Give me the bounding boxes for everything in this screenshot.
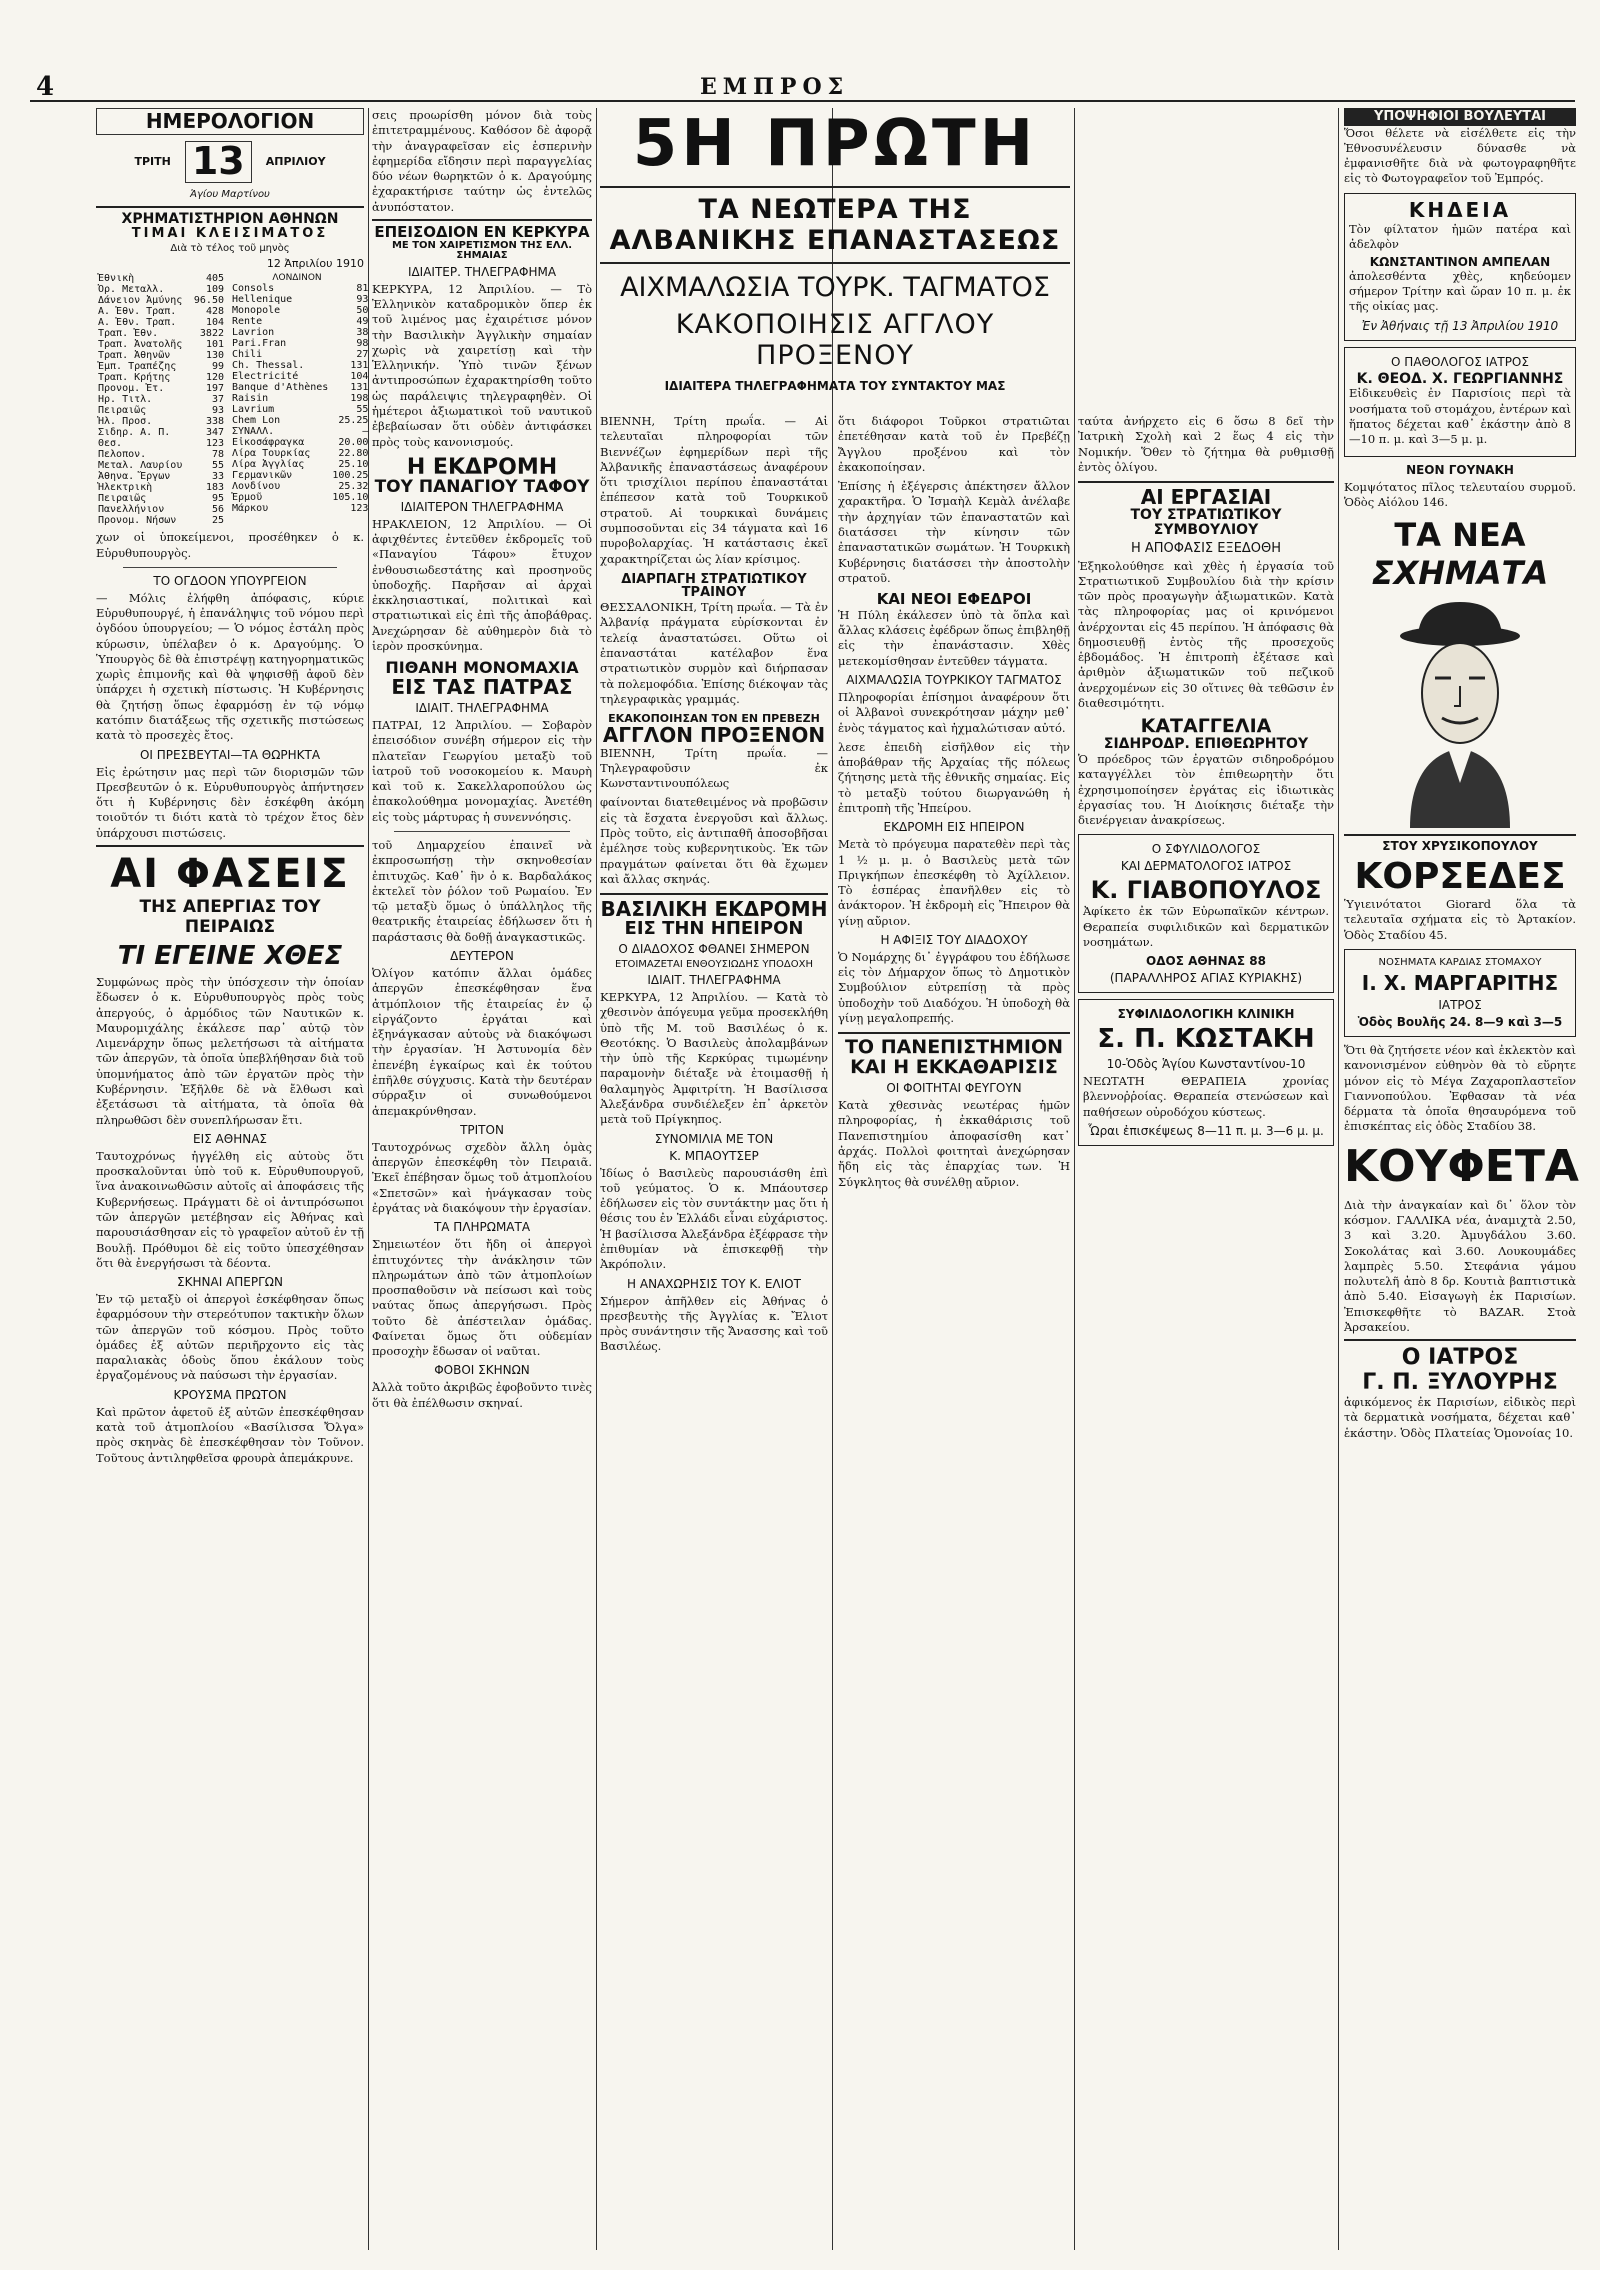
rate-row xyxy=(230,503,370,514)
rate-value: 38 xyxy=(356,327,369,339)
advert-margaritis xyxy=(1344,949,1576,1037)
rate-row xyxy=(230,481,370,492)
headline-tafos-2: ΤΟΥ ΠΑΝΑΓΙΟΥ ΤΑΦΟΥ xyxy=(374,476,590,497)
telegram-label: ΙΔΙΑΙΤΕΡΑ ΤΗΛΕΓΡΑΦΗΜΑΤΑ ΤΟΥ ΣΥΝΤΑΚΤΟΥ ΜΑΣ xyxy=(664,379,1006,393)
rate-row xyxy=(96,416,226,427)
article-text: Ὀλίγον κατόπιν ἄλλαι ὁμάδες ἀπεργῶν ἐπεσκέφθησαν ἕνα ἀτμόπλοιον τῆς ἑταιρείας ἐν ᾧ εἰργάζοντο ἐργάται καὶ ἐξηνάγκασαν αὐτοὺς νὰ διακόψωσι τὴν ἐργασίαν. Ἡ Ἀστυνομία δὲν ἐπενέβη ἐγκαίρως καὶ ἐκ τούτου ἐπῆλθε σύγχυσις. Κατὰ τὴν δευτέραν σύρραξιν οἱ συνωθούμενοι ἀπεμακρύνθησαν. xyxy=(372,966,592,1118)
section-heading: ΦΟΒΟΙ ΣΚΗΝΩΝ xyxy=(434,1363,530,1378)
rate-row xyxy=(96,284,226,295)
rate-name: Εἰκοσάφραγκα xyxy=(232,437,305,449)
column-rule xyxy=(1338,108,1339,2250)
ad-text: Διὰ τὴν ἀναγκαίαν καὶ δι᾽ ὅλον τὸν κόσμον. ΓΑΛΛΙΚΑ νέα, ἀναμιχτὰ 2.50, 3 καὶ 3.20. Ἀμυγδάλου 3.60. Σοκολάτας καὶ 3.60. Λουκουμάδες λαμπρὲς 5.50. Στεφάνια γάμου πολυτελῆ ἀπὸ 8 δρ. Κουτιὰ βαπτιστικὰ ἀπὸ 5.40. Εἰσαγωγὴ ἐκ Παρισίων. Ἐπισκεφθῆτε τὸ BAZAR. Στοὰ Ἀρσακείου. xyxy=(1344,1197,1576,1334)
market-date: 12 Ἀπριλίου 1910 xyxy=(266,257,364,271)
rate-row xyxy=(230,404,370,415)
rate-name: Λίρα Τουρκίας xyxy=(232,448,311,460)
advert-georgiannis xyxy=(1344,347,1576,457)
rate-row xyxy=(96,405,226,416)
rate-value: 98 xyxy=(356,338,369,350)
advert-giavopoulos xyxy=(1078,834,1334,993)
divider xyxy=(394,831,570,832)
ad-name: Κ. ΓΙΑΒΟΠΟΥΛΟΣ xyxy=(1090,876,1322,905)
rate-value: 99 xyxy=(211,361,224,373)
ad-new-styles-2: ΣΧΗΜΑΤΑ xyxy=(1371,554,1549,593)
subheading: ΕΤΟΙΜΑΖΕΤΑΙ ΕΝΘΟΥΣΙΩΔΗΣ ΥΠΟΔΟΧΗ xyxy=(615,959,813,971)
rate-value: 96.50 xyxy=(193,295,224,307)
rate-value: 105.10 xyxy=(332,492,369,504)
month: ΑΠΡΙΛΙΟΥ xyxy=(265,155,326,169)
rate-name: Πειραιῶς xyxy=(98,405,147,417)
rate-row xyxy=(230,448,370,459)
rate-row xyxy=(96,471,226,482)
rate-name: Α. Ἐθν. Τραπ. xyxy=(98,306,177,318)
telegram-label: ΙΔΙΑΙΤΕΡ. ΤΗΛΕΓΡΑΦΗΜΑ xyxy=(407,264,557,279)
rate-value: 81 xyxy=(356,283,369,295)
rate-value: 50 xyxy=(356,305,369,317)
page-number: 4 xyxy=(36,72,55,102)
paper-title: ΕΜΠΡΟΣ xyxy=(700,74,850,100)
rate-name: Ἠλ. Προσ. xyxy=(98,416,153,428)
rate-name: Pari.Fran xyxy=(232,338,287,350)
section-heading: ΔΕΥΤΕΡΟΝ xyxy=(450,949,514,964)
article-text: ΠΑΤΡΑΙ, 12 Ἀπριλίου. — Σοβαρὸν ἐπεισόδιον συνέβη σήμερον εἰς τὴν πλατεῖαν Γεωργίου μεταξὺ τοῦ ἰατροῦ τοῦ νοσοκομείου κ. Μαυρὴ καὶ τοῦ κ. Σακελλαροπούλου ὡς ἐπακολούθημα μονομαχίας. Ἀνετέθη εἰς τοὺς μάρτυρας ἡ συνεννόησις. xyxy=(372,718,592,824)
article-text: ὅτι διάφοροι Τοῦρκοι στρατιῶται ἐπετέθησαν κατὰ τοῦ ἐν Πρεβέζῃ Ἄγγλου προξένου καὶ τὸν ἐκακοποίησαν. xyxy=(838,414,1070,474)
article-text: Ὁ πρόεδρος τῶν ἐργατῶν σιδηροδρόμου καταγγέλλει τὸν ἐπιθεωρητὴν ὅτι ἐχρησιμοποίησεν ἐργάτας εἰς ἰδιωτικὰς ἐργασίας του. Ἡ Διοίκησις διέταξε τὴν διενέργειαν ἀνακρίσεως. xyxy=(1078,751,1334,828)
rate-name: Ἑρμοῦ xyxy=(232,492,263,504)
rate-value: 25 xyxy=(211,515,224,527)
column-rule xyxy=(832,108,833,2250)
article-text: ΒΙΕΝΝΗ, Τρίτη πρωΐα. — Τηλεγραφοῦσιν ἐκ Κωνσταντινουπόλεως xyxy=(600,745,828,791)
funeral-name: ΚΩΝΣΤΑΝΤΙΝΟΝ ΑΜΠΕΛΑΝ xyxy=(1369,255,1551,270)
rates-block xyxy=(96,273,369,527)
funeral-date: Ἐν Ἀθήναις τῇ 13 Ἀπριλίου 1910 xyxy=(1361,318,1559,333)
headline-military-council: ΑΙ ΕΡΓΑΣΙΑΙ xyxy=(1078,481,1334,508)
rate-row xyxy=(230,470,370,481)
column-rule xyxy=(1074,108,1075,2250)
article-text: Σημειωτέον ὅτι ἤδη οἱ ἀπεργοὶ ἐπιτυχόντες τὴν ἀνάκλησιν τῶν πληρωμάτων ἀπὸ τῶν ἀτμοπλοίων προσπαθοῦσιν νὰ πείσωσι καὶ τοὺς ναύτας ὅπως ἀπεργήσωσι. Πρὸς τοῦτο δὲ ἀπέστειλαν ὁμάδας. Φαίνεται ὅμως ὅτι οὐδεμίαν προσοχὴν ἔδωσαν οἱ ναῦται. xyxy=(372,1237,592,1359)
column-1 xyxy=(96,108,369,2250)
rate-value: 428 xyxy=(205,306,224,318)
headline-edition: 5Η ΠΡΩΤΗ xyxy=(632,107,1038,181)
rate-row xyxy=(230,338,370,349)
rate-name: Θεσ. xyxy=(98,438,123,450)
article-text: Πληροφορίαι ἐπίσημοι ἀναφέρουν ὅτι οἱ Ἀλβανοὶ συνεκρότησαν μάχην μεθ᾽ ἑνὸς τάγματος καὶ ἠχμαλώτισαν αὐτό. xyxy=(838,689,1070,735)
rate-row xyxy=(230,294,370,305)
article-text: — Μόλις ἐλήφθη ἀπόφασις, κύριε Εὐρυθυπουργέ, ἡ ἐπανάληψις τοῦ νόμου περὶ ὀγδόου ὑπουργείου; — Ὁ νόμος ἐστάλη πρὸς κύρωσιν, ὑπέλαβεν ὁ κ. Δραγούμης. Ὁ Ὑπουργὸς δὲ θὰ ἐπιστρέψῃ κατηγορηματικῶς χωρὶς ἐπιμονῆς καὶ θὰ ψηφισθῇ ἀφοῦ δὲν ὑπάρχει ἡ σχετικὴ πίστωσις. Ἡ Κυβέρνησις θὰ ζητήσῃ ὅπως ἐφαρμόσῃ ἐν τῷ νόμῳ κατόπιν διατάξεως τῆς σχετικῆς πιστώσεως κατὰ τὸ προσεχὲς ἔτος. xyxy=(96,590,364,743)
rate-row xyxy=(230,327,370,338)
rate-name: Ch. Thessal. xyxy=(232,360,305,372)
saint-of-day: Ἁγίου Μαρτίνου xyxy=(190,188,270,200)
rate-value: 123 xyxy=(350,503,369,515)
section-heading: ΤΡΙΤΟΝ xyxy=(460,1122,504,1137)
rate-value: 338 xyxy=(205,416,224,428)
rate-row xyxy=(230,415,370,426)
article-text: ΘΕΣΣΑΛΟΝΙΚΗ, Τρίτη πρωΐα. — Τὰ ἐν Ἀλβανίᾳ πράγματα εὑρίσκονται ἐν τελείᾳ ἀναστατώσει. Οὕτω οἱ ἐπαναστάται κατέλαβον ἕνα στρατιωτικὸν συρμὸν καὶ διήρπασαν τὰ πολεμοφόδια. Ἐπίσης διέκοψαν τὰς τηλεγραφικὰς γραμμάς. xyxy=(600,600,828,706)
headline-consul-attack: ΚΑΚΟΠΟΙΗΣΙΣ ΑΓΓΛΟΥ ΠΡΟΞΕΝΟΥ xyxy=(675,309,995,371)
rate-name: Προνομ. Νήσων xyxy=(98,515,177,527)
ad-doctor-title: Ο ΙΑΤΡΟΣ xyxy=(1344,1339,1576,1370)
column-4 xyxy=(838,414,1070,2250)
funeral-text: Τὸν φίλτατον ἡμῶν πατέρα καὶ ἀδελφὸν xyxy=(1349,221,1571,252)
rate-name: Monopole xyxy=(232,305,281,317)
rate-name: Chili xyxy=(232,349,263,361)
rate-name: Ἐθνικὴ xyxy=(98,273,135,285)
ad-hours: Ὧραι ἐπισκέψεως 8—11 π. μ. 3—6 μ. μ. xyxy=(1088,1124,1324,1139)
telegram-label: ΙΔΙΑΙΤΕΡΟΝ ΤΗΛΕΓΡΑΦΗΜΑ xyxy=(400,499,564,514)
headline-complaint-2: ΣΙΔΗΡΟΔΡ. ΕΠΙΘΕΩΡΗΤΟΥ xyxy=(1103,736,1309,753)
rate-name: Πελοπον. xyxy=(98,449,147,461)
column-rule xyxy=(596,108,597,2250)
rate-name: Δάνειον Ἀμύνης xyxy=(98,295,183,307)
divider xyxy=(123,567,337,568)
weekday: ΤΡΙΤΗ xyxy=(134,155,171,169)
article-text: Σήμερον ἀπῆλθεν εἰς Ἀθήνας ὁ πρεσβευτὴς τῆς Ἀγγλίας κ. Ἔλιοτ πρὸς συνάντησιν τῆς Ἄνασσης καὶ τοῦ Βασιλέως. xyxy=(600,1293,828,1354)
man-with-hat-illustration xyxy=(1390,598,1530,828)
article-text: ταύτα ἀνήρχετο εἰς 6 ὅσω 8 δεῖ τὴν Ἰατρικὴ Σχολὴ καὶ 2 ἕως 4 εἰς τὴν Νομικήν. Ὅθεν τὸ ζήτημα θὰ ρυθμισθῇ ἐντὸς ὀλίγου. xyxy=(1078,414,1334,474)
rate-row xyxy=(96,460,226,471)
article-text: ΗΡΑΚΛΕΙΟΝ, 12 Ἀπριλίου. — Οἱ ἀφιχθέντες ἐντεῦθεν ἐκδρομεῖς τοῦ «Παναγίου Τάφου» ἔτυχον ἐνθουσιωδεστάτης καὶ προσηνοῦς ὑποδοχῆς. Παρῆσαν αἱ ἀρχαὶ ἐκκλησιαστικαί, πολιτικαὶ καὶ στρατιωτικαὶ εἰς ἐπὶ τῆς ἀποβάθρας. Ἀνεχώρησαν δὲ αὐθημερὸν διὰ τὸ ἱερὸν προσκύνημα. xyxy=(372,516,592,653)
article-text: Ὁ Νομάρχης δι᾽ ἐγγράφου του ἐδήλωσε εἰς τὸν Δήμαρχον ὅπως τὸ Δημοτικὸν Συμβούλιον εὐτρεπίσῃ τὰ πρὸς ὑποδοχὴν τοῦ Διαδόχου. Ἡ ὑποδοχὴ θὰ γίνῃ μεγαλοπρεπής. xyxy=(838,949,1070,1026)
ad-name: Ι. Χ. ΜΑΡΓΑΡΙΤΗΣ xyxy=(1361,970,1559,995)
ad-text: Εἰδικευθεὶς ἐν Παρισίοις περὶ τὰ νοσήματα τοῦ στομάχου, ἐντέρων καὶ ἥπατος δέχεται καθ᾽ ἑκάστην ἀπὸ 8—10 π. μ. καὶ 3—5 μ. μ. xyxy=(1349,386,1571,447)
rates-foreign xyxy=(230,273,369,526)
london-label: ΛΟΝΔΙΝΟΝ xyxy=(272,273,322,284)
ad-hat-title: ΝΕΟΝ ΓΟΥΝΑΚΗ xyxy=(1406,462,1514,477)
rate-row xyxy=(96,350,226,361)
ad-line: ΝΟΣΗΜΑΤΑ ΚΑΡΔΙΑΣ ΣΤΟΜΑΧΟΥ xyxy=(1378,956,1542,968)
ad-text: ἀφικόμενος ἐκ Παρισίων, εἰδικὸς περὶ τὰ δερματικὰ νοσήματα, δέχεται καθ᾽ ἑκάστην. Ὁδὸς Πλατείας Ὁμονοίας 10. xyxy=(1344,1395,1576,1440)
headline-royal-trip: ΒΑΣΙΛΙΚΗ ΕΚΔΡΟΜΗ xyxy=(600,893,828,920)
rate-name: Ἡλεκτρικὴ xyxy=(98,482,153,494)
article-text: Εἰς ἐρώτησιν μας περὶ τῶν διορισμῶν τῶν Πρεσβευτῶν ὁ κ. Εὐρυθυπουργὸς ἀπήντησεν ὅτι ἡ Κυβέρνησις δὲν ἐσκέφθη ἀκόμη τοιοῦτόν τι διότι κατὰ τὸ τρέχον ἔτος δὲν ὑπάρχουσι πιστώσεις. xyxy=(96,764,364,840)
rate-value: 104 xyxy=(205,317,224,329)
ad-new-styles: ΤΑ ΝΕΑ xyxy=(1394,516,1526,555)
ad-line: ΣΥΦΙΛΙΔΟΛΟΓΙΚΗ ΚΛΙΝΙΚΗ xyxy=(1117,1007,1295,1022)
rate-row xyxy=(96,515,226,526)
rate-name: Πανελλήνιον xyxy=(98,504,165,516)
headline-strike-sub: ΤΗΣ ΑΠΕΡΓΙΑΣ ΤΟΥ ΠΕΙΡΑΙΩΣ xyxy=(139,897,321,937)
ad-text: Ὅσοι θέλετε νὰ εἰσέλθετε εἰς τὴν Ἐθνοσυνέλευσιν δύνασθε νὰ ἐμφανισθῆτε διὰ νὰ φωτογραφηθῆτε εἰς τὸ Φωτογραφεῖον τοῦ Ἐμπρός. xyxy=(1344,125,1576,186)
rate-name: Λίρα Ἀγγλίας xyxy=(232,459,305,471)
rate-value: 100.25 xyxy=(332,470,369,482)
rate-value: 49 xyxy=(356,316,369,328)
rate-row xyxy=(230,283,370,294)
ad-text: Ὅτι θὰ ζητήσετε νέον καὶ ἐκλεκτὸν καὶ κανονισμένον εὑθηνὸν θὰ τὸ εὕρητε μόνον εἰς τὸ Μέγα Ζαχαροπλαστεῖον Γιαννοπούλου. Ἐφθασαν τὰ νέα δέρματα τὰ ὁποῖα θησαυρόμενα τοῦ ἐπισκέπτας εἰς ὁδὸς Σταδίου 38. xyxy=(1344,1042,1576,1134)
section-heading: ΚΡΟΥΣΜΑ ΠΡΩΤΟΝ xyxy=(173,1387,287,1402)
rate-name: Τραπ. Ἐθν. xyxy=(98,328,159,340)
rate-row xyxy=(96,361,226,372)
rate-row xyxy=(96,438,226,449)
rate-row xyxy=(96,394,226,405)
rate-name: Ἐμπ. Τραπέζης xyxy=(98,361,177,373)
ad-name: Κ. ΘΕΟΔ. Χ. ΓΕΩΡΓΙΑΝΝΗΣ xyxy=(1356,370,1564,387)
ad-name: Σ. Π. ΚΩΣΤΑΚΗ xyxy=(1097,1024,1315,1055)
rate-name: Τραπ. Κρήτης xyxy=(98,372,171,384)
rate-row xyxy=(230,316,370,327)
column-3 xyxy=(600,414,828,2250)
section-heading: Κ. ΜΠΑΟΥΤΣΕΡ xyxy=(669,1148,759,1163)
rate-name: Rente xyxy=(232,316,263,328)
rate-name: Τραπ. Ἀθηνῶν xyxy=(98,350,171,362)
article-text: λεσε ἐπειδὴ εἰσῆλθον εἰς τὴν ἀποβάθραν τῆς Ἀρχαίας τῆς πόλεως ζήτησης μετὰ τῆς ἐθνικῆς σημαίας. Εἰς τὸ μεταξὺ τούτου διωργανώθη ἡ ἐπιτροπὴ τῆς Ἠπείρου. xyxy=(838,739,1070,815)
headline-military-council-2: ΤΟΥ ΣΤΡΑΤΙΩΤΙΚΟΥ ΣΥΜΒΟΥΛΙΟΥ xyxy=(1130,507,1282,538)
rate-value: 27 xyxy=(356,349,369,361)
rate-value: 104 xyxy=(350,371,369,383)
article-text: Ἰδίως ὁ Βασιλεὺς παρουσιάσθη ἐπὶ τοῦ γεύματος. Ὁ κ. Μπάουτσερ ἐδήλωσεν εἰς τὸν συντάκτην μας ὅτι ἡ θέσις του ἐν Ἑλλάδι εἶναι εὐχάριστος. Ἡ βασίλισσα Ἀλεξάνδρα ἐξέφρασε τὴν ἐπιθυμίαν νὰ ἐπισκεφθῇ τὴν Ἀκρόπολιν. xyxy=(600,1165,828,1272)
article-text: Καὶ πρῶτον ἀφετοῦ ἐξ αὐτῶν ἐπεσκέφθησαν κατὰ τοῦ ἀτμοπλοίου «Βασίλισσα Ὄλγα» πρὸς σκηνὰς δὲ ἐπεσκέφθησαν τὸν Τοῦνον. Τοῦτους ἀντιληφθεῖσα φρουρὰ ἀπεμάκρυνε. xyxy=(96,1404,364,1465)
rate-value: 123 xyxy=(205,438,224,450)
rate-value: 22.80 xyxy=(338,448,369,460)
rate-value: 183 xyxy=(205,482,224,494)
rate-name: Μεταλ. Λαυρίου xyxy=(98,460,183,472)
headline-royal-trip-2: ΕΙΣ ΤΗΝ ΗΠΕΙΡΟΝ xyxy=(624,918,804,940)
ad-address: Ὁδὸς Βουλῆς 24. 8—9 καὶ 3—5 xyxy=(1357,1014,1563,1029)
column-6 xyxy=(1344,108,1579,2250)
rate-row xyxy=(96,328,226,339)
rate-value: 56 xyxy=(211,504,224,516)
rate-value: 405 xyxy=(205,273,224,285)
section-heading: ΟΙ ΠΡΕΣΒΕΥΤΑΙ—ΤΑ ΘΩΡΗΚΤΑ xyxy=(139,747,321,762)
rate-row xyxy=(96,317,226,328)
headline-reservists: ΚΑΙ ΝΕΟΙ ΕΦΕΔΡΟΙ xyxy=(876,590,1032,609)
section-heading: Η ΑΝΑΧΩΡΗΣΙΣ ΤΟΥ Κ. ΕΛΙΟΤ xyxy=(627,1276,801,1291)
section-heading: ΤΑ ΠΛΗΡΩΜΑΤΑ xyxy=(433,1220,531,1235)
subheading: Η ΑΠΟΦΑΣΙΣ ΕΞΕΔΟΘΗ xyxy=(1130,540,1282,556)
headline-what-happened: ΤΙ ΕΓΕΙΝΕ ΧΘΕΣ xyxy=(117,941,343,971)
headline-preveza: ΕΚΑΚΟΠΟΙΗΣΑΝ ΤΟΝ ΕΝ ΠΡΕΒΕΖΗ xyxy=(608,712,820,726)
market-subtitle: ΤΙΜΑΙ ΚΛΕΙΣΙΜΑΤΟΣ xyxy=(131,225,329,241)
rate-row xyxy=(96,427,226,438)
article-text: Συμφώνως πρὸς τὴν ὑπόσχεσιν τὴν ὁποίαν ἔδωσεν ὁ κ. Εὐρυθυπουργὸς πρὸς τοὺς ἀπεργούς, ὁ ἀρμόδιος τῶν Ναυτικῶν κ. Μαυρομιχάλης ἐκάλεσε παρ᾽ αὐτῷ τὸν Λιμενάρχην ὅπως μελετήσωσι τὰ αἰτήματα τῶν ἀπεργῶν, τὰ ὁποῖα ὑπεβλήθησαν διὰ τοῦ ὑπομνήματος ἀπὸ τῶν ἐργατῶν πρὸς τὴν Κυβέρνησιν. Ἐξῆλθε δὲ νὰ ἔλθωσι καὶ ἐξετάσωσι τὰ αἰτήματα, τὰ ὁποῖα θὰ πληρωθῶσι δὲν συνεπλήρωσαν ἔτι. xyxy=(96,975,364,1127)
rate-name: Σιδηρ. Α. Π. xyxy=(98,427,171,439)
section-heading: ΑΙΧΜΑΛΩΣΙΑ ΤΟΥΡΚΙΚΟΥ ΤΑΓΜΑΤΟΣ xyxy=(846,672,1062,687)
article-text: Μετὰ τὸ πρόγευμα παρατεθὲν περὶ τὰς 1 ½ μ. μ. ὁ Βασιλεὺς μετὰ τῶν Πριγκήπων ἐπεσκέφθη τὸ Ἀχίλλειον. Τὸ ἑσπέρας ἐπανῆλθεν εἰς τὸ ἀνάκτορον. Ἡ ἐκδρομὴ εἰς Ἤπειρον θὰ γίνῃ αὔριον. xyxy=(838,837,1070,928)
rate-row xyxy=(230,360,370,371)
rate-row xyxy=(96,383,226,394)
ad-text: Ἀφίκετο ἐκ τῶν Εὐρωπαϊκῶν κέντρων. Θεραπεία συφιλιδικῶν καὶ δερματικῶν νοσημάτων. xyxy=(1083,904,1329,949)
headline-captivity: ΑΙΧΜΑΛΩΣΙΑ ΤΟΥΡΚ. ΤΑΓΜΑΤΟΣ xyxy=(620,272,1050,303)
rate-name: Λονδίνου xyxy=(232,481,281,493)
subheading: Ο ΔΙΑΔΟΧΟΣ ΦΘΑΝΕΙ ΣΗΜΕΡΟΝ xyxy=(618,942,810,957)
section-heading: ΣΚΗΝΑΙ ΑΠΕΡΓΩΝ xyxy=(177,1275,283,1290)
advert-kostaki xyxy=(1078,999,1334,1146)
headline-corfu-sub: ΜΕ ΤΟΝ ΧΑΙΡΕΤΙΣΜΟΝ ΤΗΣ ΕΛΛ. ΣΗΜΑΙΑΣ xyxy=(391,239,573,262)
ad-doctor-name: Γ. Π. ΞΥΛΟΥΡΗΣ xyxy=(1362,1370,1558,1396)
rate-value: 55 xyxy=(211,460,224,472)
rate-row xyxy=(96,306,226,317)
rate-row xyxy=(230,459,370,470)
rate-row xyxy=(230,349,370,360)
headline-complaint: ΚΑΤΑΓΓΕΛΙΑ xyxy=(1140,715,1272,738)
ad-address: 10-Ὁδὸς Ἁγίου Κωνσταντίνου-10 xyxy=(1106,1057,1306,1072)
rate-name: ΣΥΝΑΛΛ. xyxy=(232,426,275,438)
ad-corsets: ΚΟΡΣΕΔΕΣ xyxy=(1354,856,1566,898)
ad-address: ΟΔΟΣ ΑΘΗΝΑΣ 88 xyxy=(1146,954,1266,969)
subheading: ΟΙ ΦΟΙΤΗΤΑΙ ΦΕΥΓΟΥΝ xyxy=(886,1081,1022,1096)
market-subtitle-2: Διὰ τὸ τέλος τοῦ μηνὸς xyxy=(170,243,290,255)
article-text: φαίνονται διατεθειμένος νὰ προβῶσιν εἰς τὰ ἔσχατα ἐνεργοῦσι καὶ ἄλλως. Πρὸς τοῦτο, εἰς ἀντιπαθῆ ἀποσοβῆσαι ἐμέλησε τοὺς κυβερνητικοὺς. Ἐκ τῶν πραγμάτων φαίνεται ὅτι θὰ ἔχωμεν καὶ ἄλλας σκηνάς. xyxy=(600,795,828,886)
headline-albanian-revolt: ΤΑ ΝΕΩΤΕΡΑ ΤΗΣ ΑΛΒΑΝΙΚΗΣ ΕΠΑΝΑΣΤΑΣΕΩΣ xyxy=(600,186,1070,264)
calendar-date xyxy=(96,141,364,183)
headline-preveza-2: ΑΓΓΛΟΝ ΠΡΟΞΕΝΟΝ xyxy=(602,722,826,747)
ad-store: ΣΤΟΥ ΧΡΥΣΙΚΟΠΟΥΛΟΥ xyxy=(1344,834,1576,853)
rate-value: 25.10 xyxy=(338,459,369,471)
rate-name: Πειραιῶς xyxy=(98,493,147,505)
headline-duel-2: ΕΙΣ ΤΑΣ ΠΑΤΡΑΣ xyxy=(391,675,573,700)
article-text: ΚΕΡΚΥΡΑ, 12 Ἀπριλίου. — Τὸ Ἐλληνικὸν καταδρομικὸν ὅπερ ἐκ τοῦ λιμένος μας ἐχαιρέτισε μόνον τὴν Βασιλικὴν Ἀγγλικὴν σημαίαν χωρὶς νὰ χαιρετίσῃ καὶ τὴν Ἑλληνικήν. Ὑπὸ τινῶν ξένων ἀντιπροσώπων ἐχαρακτηρίσθη τοῦτο ὡς παράλειψις τηλεγραφηθὲν. Οἱ ἡμέτεροι ἀξιωματικοὶ τοῦ ναυτικοῦ ἐβεβαίωσαν ὅτι οὐδὲν ἀντιφάσκει πρὸς τοὺς κανονισμούς. xyxy=(372,281,592,449)
ad-address-2: (ΠΑΡΑΛΛΗΡΟΣ ΑΓΙΑΣ ΚΥΡΙΑΚΗΣ) xyxy=(1109,971,1303,986)
rates-table-right xyxy=(230,283,370,514)
rate-row xyxy=(230,437,370,448)
rate-value: 347 xyxy=(205,427,224,439)
rate-value: — xyxy=(362,426,369,438)
article-text: Κατὰ χθεσινὰς νεωτέρας ἡμῶν πληροφορίας, ἡ ἐκκαθάρισις τοῦ Πανεπιστημίου ἀποφασίσθη κατ᾽ ἀρχάς. Πολλοὶ φοιτηταὶ ἀνεχώρησαν ἤδη εἰς τὰς ἐπαρχίας των. Ἡ Σύγκλητος θὰ συνέλθῃ αὔριον. xyxy=(838,1098,1070,1189)
rate-name: Lavrion xyxy=(232,327,275,339)
section-heading: ΕΙΣ ΑΘΗΝΑΣ xyxy=(193,1131,267,1146)
rate-row xyxy=(96,482,226,493)
article-text: τοῦ Δημαρχείου ἐπαινεῖ νὰ ἐκπροσωπήσῃ τὴν σκηνοθεσίαν ἐπιτυχῶς. Καθ᾽ ἣν ὁ κ. Βαρδαλάκος ἐκτελεῖ τὸν ῥόλον τοῦ Ρωμαίου. Ἐν τῷ μεταξὺ ὅμως ὁ ὑπάλληλος τῆς θεατρικῆς ἑταιρείας ἐδήλωσεν ὅτι ἡ παράστασις θὰ δοθῇ ἀναγκαστικῶς. xyxy=(372,838,592,944)
rate-value: 101 xyxy=(205,339,224,351)
rate-value: 25.32 xyxy=(338,481,369,493)
rate-value: 37 xyxy=(211,394,224,406)
rate-name: Chem Lon xyxy=(232,415,281,427)
article-text: Ἐπίσης ἡ ἐξέγερσις ἀπέκτησεν ἄλλον χαρακτῆρα. Ὁ Ἰσμαὴλ Κεμὰλ ἀνέλαβε τὴν ἀρχηγίαν τῶν ἐπαναστατῶν καὶ διατάσσει τὴν κίνησιν τῶν ἐπαναστατικῶν σωμάτων. Ἡ Τουρκικὴ Κυβέρνησις διατάσσει τὴν ἀποστολὴν στρατοῦ. xyxy=(838,479,1070,585)
telegram-label: ΙΔΙΑΙΤ. ΤΗΛΕΓΡΑΦΗΜΑ xyxy=(647,973,781,988)
rate-value: 198 xyxy=(350,393,369,405)
rate-row xyxy=(230,382,370,393)
rate-value: 131 xyxy=(350,382,369,394)
front-banner xyxy=(600,107,1070,412)
headline-university-2: ΚΑΙ Η ΕΚΚΑΘΑΡΙΣΙΣ xyxy=(850,1056,1058,1079)
headline-tafos: Η ΕΚΔΡΟΜΗ xyxy=(406,454,558,480)
rates-athens xyxy=(96,273,226,526)
market-title: ΧΡΗΜΑΤΙΣΤΗΡΙΟΝ ΑΘΗΝΩΝ xyxy=(96,206,364,227)
headline-train: ΔΙΑΡΠΑΓΗ ΣΤΡΑΤΙΩΤΙΚΟΥ ΤΡΑΙΝΟΥ xyxy=(621,571,807,601)
rate-value: 131 xyxy=(350,360,369,372)
rate-name: Α. Ἐθν. Τραπ. xyxy=(98,317,177,329)
rate-name: Ηρ. Τιτλ. xyxy=(98,394,153,406)
rate-name: Τραπ. Ἀνατολῆς xyxy=(98,339,183,351)
rate-row xyxy=(230,492,370,503)
rate-name: Ὀρ. Μεταλλ. xyxy=(98,284,165,296)
article-text: Ἡ Πύλη ἐκάλεσεν ὑπὸ τὰ ὅπλα καὶ ἄλλας κλάσεις ἐφέδρων ὅπως ἐπιβληθῇ εἰς τὴν ἐπανάστασιν. Χθὲς μετεκομίσθησαν ἐντεῦθεν τάγματα. xyxy=(838,607,1070,668)
rate-value: 25.25 xyxy=(338,415,369,427)
section-heading: ΕΚΔΡΟΜΗ ΕΙΣ ΗΠΕΙΡΟΝ xyxy=(883,820,1025,835)
rate-name: Electricité xyxy=(232,371,299,383)
article-text: ΒΙΕΝΝΗ, Τρίτη πρωΐα. — Αἱ τελευταῖαι πληροφορίαι τῶν Βιεννέζων ἐφημερίδων περὶ τῆς Ἀλβανικῆς ἐπαναστάσεως ἀναφέρουν ὅτι τρισχίλιοι περίπου ἐπαναστάται ἐπέπεσον κατὰ τοῦ Τουρκικοῦ στρατοῦ. Αἱ τουρκικαὶ δυνάμεις συμποσοῦνται εἰς 34 τάγματα καὶ 16 πυροβολαρχίας. Ἡ κατάστασις ἐκεῖ χαρακτηρίζεται ὡς λίαν κρίσιμος. xyxy=(600,414,828,566)
ad-sugared-almonds: ΚΟΥΦΕΤΑ xyxy=(1344,1140,1579,1192)
rate-name: Consols xyxy=(232,283,275,295)
funeral-title: ΚΗΔΕΙΑ xyxy=(1408,197,1512,222)
rate-row xyxy=(230,426,370,437)
column-5 xyxy=(1078,414,1334,2250)
rate-name: Raisin xyxy=(232,393,269,405)
rate-name: Banque d'Athènes xyxy=(232,382,329,394)
section-heading: ΤΟ ΟΓΔΟΟΝ ΥΠΟΥΡΓΕΙΟΝ xyxy=(153,573,307,588)
funeral-notice xyxy=(1344,193,1576,341)
ad-line: Ο ΠΑΘΟΛΟΓΟΣ ΙΑΤΡΟΣ xyxy=(1391,354,1529,369)
article-text: Ἀλλὰ τοῦτο ἀκριβῶς ἐφοβοῦντο τινὲς ὅτι θὰ ἐπέλθωσιν σκηναί. xyxy=(372,1380,592,1410)
market-note: χων οἱ ὑποκείμενοι, προσέθηκεν ὁ κ. Εὐρυθυπουργὸς. xyxy=(96,530,364,560)
rate-value: 130 xyxy=(205,350,224,362)
rate-row xyxy=(230,305,370,316)
calendar-title: ΗΜΕΡΟΛΟΓΙΟΝ xyxy=(96,108,364,135)
rate-row xyxy=(96,295,226,306)
headline-university: ΤΟ ΠΑΝΕΠΙΣΤΗΜΙΟΝ xyxy=(838,1032,1070,1058)
rate-name: Γερμανικῶν xyxy=(232,470,293,482)
rate-row xyxy=(230,393,370,404)
rate-value: 20.00 xyxy=(338,437,369,449)
rate-name: Ἀθηνα. Ἔργων xyxy=(98,471,171,483)
article-text: Ἐν τῷ μεταξὺ οἱ ἀπεργοὶ ἐσκέφθησαν ὅπως ἐφαρμόσουν τὴν στερεότυπον τακτικὴν ὅλων τῶν ἀπεργῶν τοῦ κόσμου. Πρὸς τοῦτο ὁμάδες ἐξ αὐτῶν περιῆρχοντο εἰς τὰς παραλιακὰς ὁδοὺς ὅπου ἐκάλουν τοὺς ἐργαζομένους νὰ παύσωσι τὴν ἐργασίαν. xyxy=(96,1292,364,1383)
rate-value: 95 xyxy=(211,493,224,505)
ad-role: ΙΑΤΡΟΣ xyxy=(1438,997,1482,1012)
headline-corfu: ΕΠΕΙΣΟΔΙΟΝ ΕΝ ΚΕΡΚΥΡΑ xyxy=(372,219,592,241)
rate-value: 197 xyxy=(205,383,224,395)
headline-duel: ΠΙΘΑΝΗ ΜΟΝΟΜΑΧΙΑ xyxy=(385,658,579,678)
headline-strike: ΑΙ ΦΑΣΕΙΣ xyxy=(96,845,364,897)
rate-value: 120 xyxy=(205,372,224,384)
rate-row xyxy=(96,372,226,383)
rate-row xyxy=(96,493,226,504)
telegram-label: ΙΔΙΑΙΤ. ΤΗΛΕΓΡΑΦΗΜΑ xyxy=(415,701,549,716)
column-2 xyxy=(372,108,592,2250)
rate-row xyxy=(96,504,226,515)
article-text: Ἐξηκολούθησε καὶ χθὲς ἡ ἐργασία τοῦ Στρατιωτικοῦ Συμβουλίου διὰ τὴν κρίσιν τῶν πρὸς προαγωγὴν ἀξιωματικῶν. Κατὰ τὰς πληροφορίας μας οἱ κρινόμενοι ἀνέρχονται εἰς 45 περίπου. Ἡ ἀπόφασις θὰ δημοσιευθῇ ἐντὸς τῆς προσεχοῦς ἑβδομάδος. Ἡ ἐπιτροπὴ ἐξέτασε καὶ ἀριθμὸν ἀξιωματικῶν τοῦ πεζικοῦ ἀνερχομένων εἰς 30 οἵτινες θὰ τεθῶσιν ἐν διαθεσιμότητι. xyxy=(1078,558,1334,711)
rate-name: Lavrium xyxy=(232,404,275,416)
rate-row xyxy=(96,273,226,284)
ad-text: ΝΕΩΤΑΤΗ ΘΕΡΑΠΕΙΑ χρονίας βλεννοῤῥοίας. Θεραπεία στενώσεων καὶ παθήσεων οὐροδόχου κύστεως. xyxy=(1083,1074,1329,1119)
article-text: ΚΕΡΚΥΡΑ, 12 Ἀπριλίου. — Κατὰ τὸ χθεσινὸν ἀπόγευμα γεῦμα προσεκλήθη ὑπὸ τῆς Μ. τοῦ Βασιλέως ὁ κ. Θεοτόκης. Ὁ Βασιλεὺς ἀπολαμβάνων τὴν ὑπὸ τῆς Κερκύρας τιμωμένην παραμονὴν διέταξε νὰ ἐτοιμασθῇ ἡ θαλαμηγὸς Ἀμφιτρίτη. Ἡ Βασίλισσα Ἀλεξάνδρα συνδιέλεξεν ἐπ᾽ ἀρκετὸν μετὰ τοῦ Πρίγκηπος. xyxy=(600,990,828,1127)
rate-value: 55 xyxy=(356,404,369,416)
rate-row xyxy=(230,371,370,382)
article-text: Ταυτοχρόνως ἠγγέλθη εἰς αὐτοὺς ὅτι προσκαλοῦνται ὑπὸ τοῦ κ. Εὐρυθυπουργοῦ, ἵνα ἀνακοινωθῶσιν αὐτοῖς αἱ ἀποφάσεις τῆς Κυβερνήσεως. Πράγματι δὲ οἱ ἀντιπρόσωποι τῶν ἀπεργῶν μετέβησαν εἰς Ἀθήνας καὶ παρουσιάσθησαν εἰς τὸ γραφεῖον αὐτοῦ ἐν τῇ Βουλῇ. Πρόθυμοι δὲ εἰς τοῦτο ὑπεσχέθησαν ὅτι θὰ ἐνεργήσωσι τὰ δέοντα. xyxy=(96,1148,364,1270)
ad-text: Ὑγιεινότατοι Giorard ὅλα τὰ τελευταῖα σχήματα εἰς τὸ Ἀρτακίον. Ὁδὸς Σταδίου 45. xyxy=(1344,897,1576,942)
ad-candidates-title: ΥΠΟΨΗΦΙΟΙ ΒΟΥΛΕΥΤΑΙ xyxy=(1344,108,1576,126)
ad-text: Κομψότατος πῖλος τελευταίου συρμοῦ. Ὁδὸς Αἰόλου 146. xyxy=(1344,479,1576,509)
rates-table-left xyxy=(96,273,226,526)
rate-row xyxy=(96,339,226,350)
rate-value: 109 xyxy=(205,284,224,296)
rate-value: 93 xyxy=(211,405,224,417)
rate-value: 3822 xyxy=(199,328,224,340)
rate-name: Μάρκου xyxy=(232,503,269,515)
funeral-text: ἀπολεσθέντα χθὲς, κηδεύομεν σήμερον Τρίτην καὶ ὥραν 10 π. μ. ἐκ τῆς οἰκίας μας. xyxy=(1349,268,1571,314)
rate-name: Hellenique xyxy=(232,294,293,306)
rate-row xyxy=(96,449,226,460)
rate-value: 93 xyxy=(356,294,369,306)
rate-name: Προνομ. Ἐτ. xyxy=(98,383,165,395)
section-heading: ΣΥΝΟΜΙΛΙΑ ΜΕ ΤΟΝ xyxy=(654,1131,774,1146)
ad-line: ΚΑΙ ΔΕΡΜΑΤΟΛΟΓΟΣ ΙΑΤΡΟΣ xyxy=(1120,859,1292,874)
article-text: σεις προωρίσθη μόνον διὰ τοὺς ἐπιτετραμμένους. Καθόσον δὲ ἀφορᾷ τὴν ἀναγραφεῖσαν εἰς ἑσπερινὴν ἐφημερίδα εἴδησιν περὶ παραγγελίας δύο νέων θωρηκτῶν ὁ κ. Δραγούμης ἐχαρακτήρισε ταύτην ὡς ἐντελῶς ἀνυπόστατον. xyxy=(372,108,592,214)
section-heading: Η ΑΦΙΞΙΣ ΤΟΥ ΔΙΑΔΟΧΟΥ xyxy=(880,932,1028,947)
day-number: 13 xyxy=(185,141,252,183)
rate-value: 78 xyxy=(211,449,224,461)
ad-line: Ο ΣΦΥΛΙΔΟΛΟΓΟΣ xyxy=(1151,842,1261,857)
rate-value: 33 xyxy=(211,471,224,483)
article-text: Ταυτοχρόνως σχεδὸν ἄλλη ὁμὰς ἀπεργῶν ἐπεσκέφθη τὸν Πειραιᾶ. Ἐκεῖ ἐπέβησαν ὅμως τοῦ ἀτμοπλοίου «Σπετσῶν» καὶ ἠνάγκασαν τοὺς ἐργάτας νὰ διακόψουν τὴν ἐργασίαν. xyxy=(372,1139,592,1215)
